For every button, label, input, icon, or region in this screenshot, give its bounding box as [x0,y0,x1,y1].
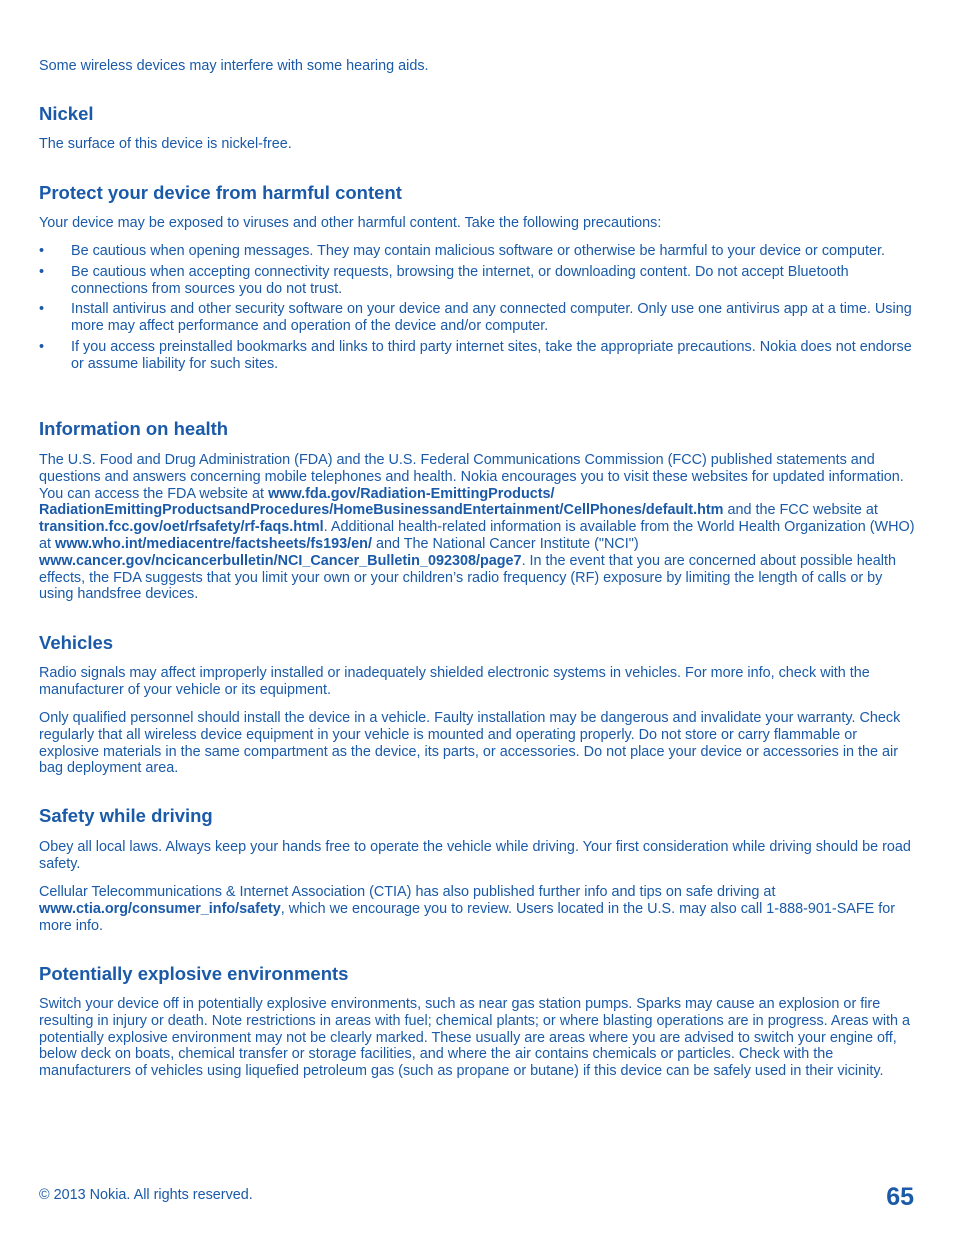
bullet-text: Be cautious when accepting connectivity requests, browsing the internet, or downloading content. Do not accept Bluetooth connections from sources you do not trust. [71,263,849,297]
list-item [39,243,915,260]
bullet-text: Be cautious when opening messages. They may contain malicious software or otherwise be harmful to your device or computer. [71,243,886,259]
nci-link[interactable]: www.cancer.gov/ncicancerbulletin/NCI_Cancer_Bulletin_092308/page7 [39,552,522,569]
health-text-part: . In the event that you are concerned about possible health effects, the FDA suggests that you limit your own or your children’s radio frequency (RF) exposure by limiting the length of calls or by using handsfree devices. [39,552,896,603]
vehicles-heading: Vehicles [39,632,114,653]
list-item [39,264,915,298]
bullet-text: If you access preinstalled bookmarks and links to third party internet sites, take the appropriate precautions. Nokia does not endorse or assume liability for such sites. [71,338,912,372]
driving-text-part: , which we encourage you to review. Users located in the U.S. may also call 1-888-901-SAFE for more info. [39,900,896,934]
explosive-paragraph: Switch your device off in potentially explosive environments, such as near gas station pumps. Sparks may cause an explosion or fire resulting in injury or death. Note restrictions in areas with fuel; chemical plants; or where blasting operations are in progress. Areas with a potentially explosive environment may not be clearly marked. These usually are areas where you are advised to switch your engine off, below deck on boats, chemical transfer or storage facilities, and where the air contains chemicals or particles. Check with the manufacturers of vehicles using liquefied petroleum gas (such as propane or butane) if this device can be safely used in their vicinity. [39,996,911,1080]
health-text-part: . Additional health-related information is available from the World Health Organization (WHO) at [39,519,915,552]
copyright-text: © 2013 Nokia. All rights reserved. [39,1187,253,1203]
nickel-heading: Nickel [39,103,94,124]
driving-heading: Safety while driving [39,805,213,826]
health-text-part: The U.S. Food and Drug Administration (FDA) and the U.S. Federal Communications Commission (FCC) published statements and questions and answers concerning mobile telephones and health. Nokia encourages you to visit these websites for updated information. You can access the FDA website at [39,452,904,502]
driving-text-part: Cellular Telecommunications & Internet Association (CTIA) has also published further info and tips on safe driving at [39,884,776,900]
list-item [39,301,915,335]
bullet-icon: • [39,338,45,355]
who-link[interactable]: www.who.int/mediacentre/factsheets/fs193/en/ [55,535,372,552]
bullet-icon: • [39,263,45,280]
fda-link[interactable]: www.fda.gov/Radiation-EmittingProducts/ RadiationEmittingProductsandProcedures/HomeBusinessandEntertainment/CellPhones/default.htm [39,485,724,519]
vehicles-paragraph-1: Radio signals may affect improperly installed or inadequately shielded electronic systems in vehicles. For more info, check with the manufacturer of your vehicle or its equipment. [39,665,870,698]
vehicles-paragraph-2: Only qualified personnel should install the device in a vehicle. Faulty installation may be dangerous and invalidate your warranty. Check regularly that all wireless device equipment in your vehicle is mounted and operating properly. Do not store or carry flammable or explosive materials in the same compartment as the device, its parts, or accessories. Do not place your device or accessories in the air bag deployment area. [39,710,901,777]
explosive-heading: Potentially explosive environments [39,963,349,984]
health-text-part: and the FCC website at [723,502,878,519]
driving-paragraph-2 [39,884,915,934]
bullet-text: Install antivirus and other security software on your device and any connected computer. Only use one antivirus app at a time. Using more may affect performance and operation of the device and/or computer. [71,301,912,335]
health-text-part: and The National Cancer Institute ("NCI") [371,535,639,552]
driving-paragraph-1: Obey all local laws. Always keep your hands free to operate the vehicle while driving. Your first consideration while driving should be road safety. [39,839,911,872]
bullet-icon: • [39,301,45,318]
page-number: 65 [886,1183,914,1211]
health-heading: Information on health [39,418,229,439]
fcc-link[interactable]: transition.fcc.gov/oet/rfsafety/rf-faqs.html [39,519,324,536]
ctia-link[interactable]: www.ctia.org/consumer_info/safety [39,900,281,917]
protect-heading: Protect your device from harmful content [39,182,402,203]
nickel-text: The surface of this device is nickel-free. [39,136,292,152]
protect-intro: Your device may be exposed to viruses and other harmful content. Take the following precautions: [39,215,662,231]
intro-text: Some wireless devices may interfere with some hearing aids. [39,58,429,74]
list-item [39,339,915,373]
protect-bullet-list [39,243,915,373]
health-text [39,452,915,603]
bullet-icon: • [39,243,45,259]
